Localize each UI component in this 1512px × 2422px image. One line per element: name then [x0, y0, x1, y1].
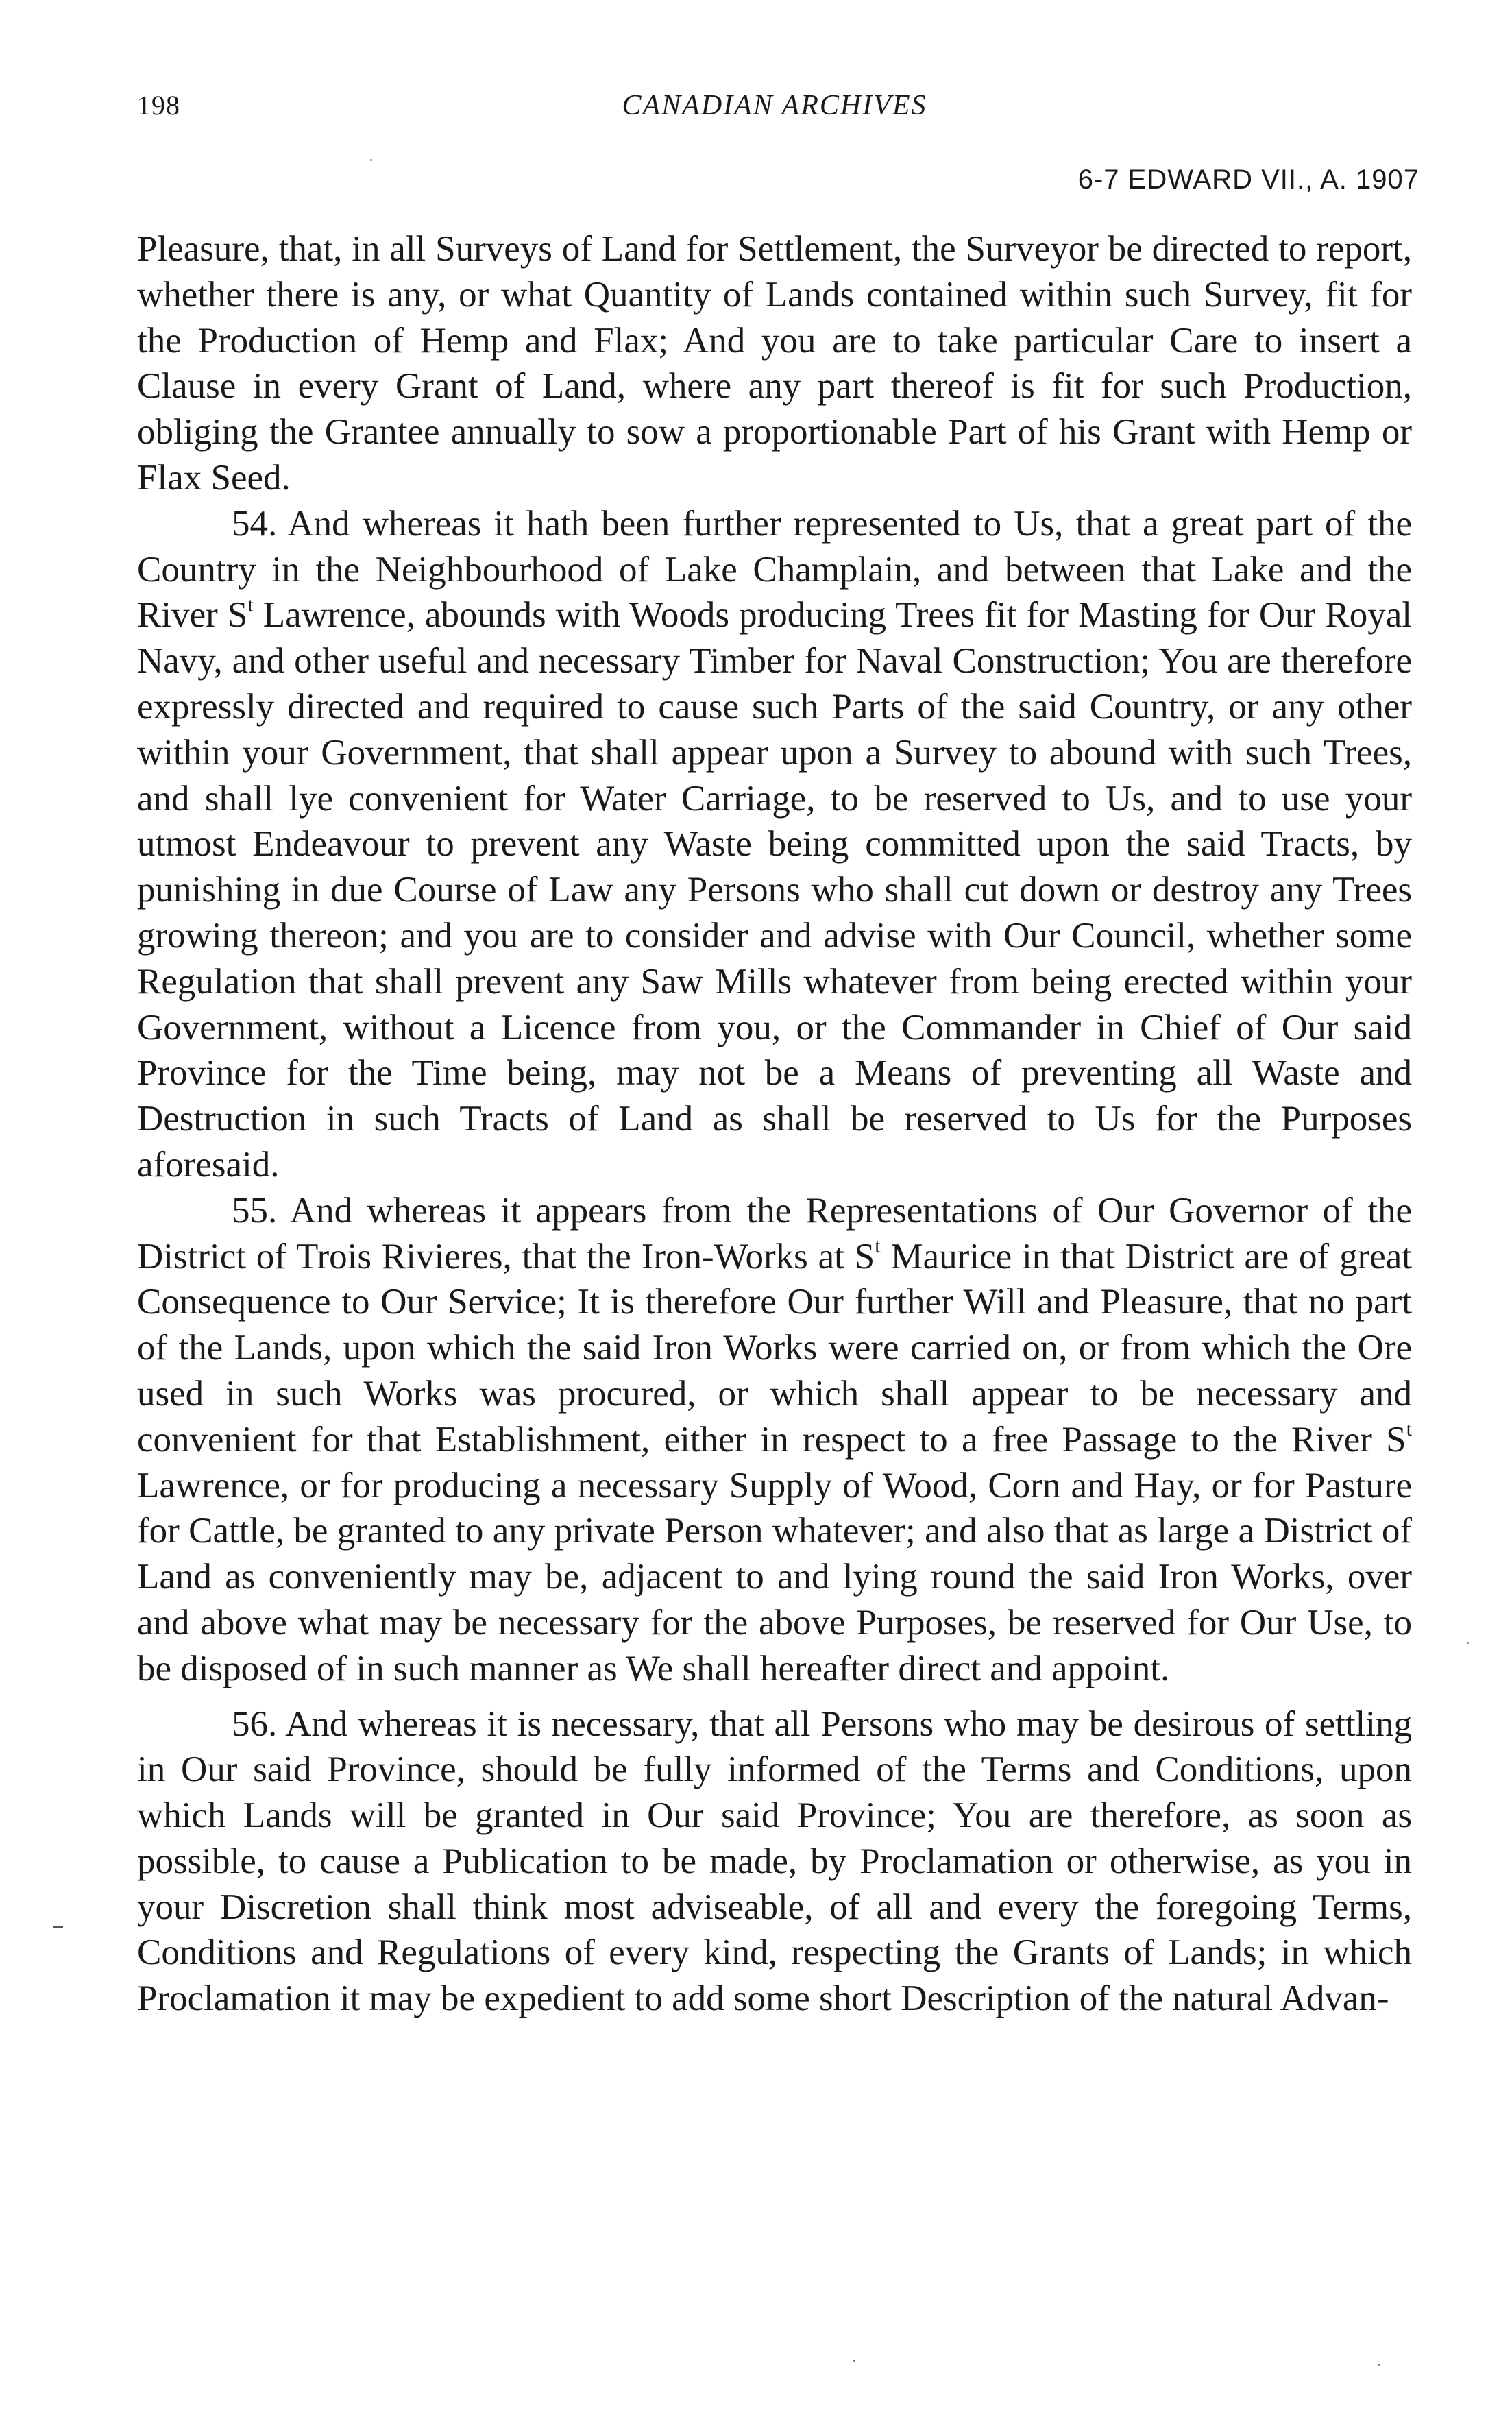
- paragraph-number: 55.: [232, 1190, 278, 1231]
- paragraph-number: 54.: [232, 503, 278, 544]
- paragraph-text: Lawrence, abounds with Woods producing Trees fit for Masting for Our Royal Navy, and other useful and necessary Timber for Naval Construction; You are therefore expressly directed and required to cause such Parts of the said Country, or any other within your Government, that shall appear upon a Survey to abound with such Trees, and shall lye convenient for Water Carriage, to be reserved to Us, and to use your utmost Endeavour to prevent any Waste being committed upon the said Tracts, by punishing in due Course of Law any Persons who shall cut down or destroy any Trees growing thereon; and you are to consider and advise with Our Council, whether some Regulation that shall prevent any Saw Mills whatever from being erected within your Government, without a Licence from you, or the Commander in Chief of Our said Province for the Time being, may not be a Means of preventing all Waste and Destruction in such Tracts of Land as shall be reserved to Us for the Purposes aforesaid.: [137, 595, 1412, 1185]
- scan-speck: [370, 159, 372, 161]
- superscript: t: [247, 593, 254, 616]
- paragraph-text: And whereas it is necessary, that all Persons who may be desirous of settling in Our said Province, should be fully informed of the Terms and Conditions, upon which Lands will be granted in Our said Province; You are therefore, as soon as possible, to cause a Publication to be made, by Proclamation or otherwise, as you in your Discretion shall think most adviseable, of all and every the foregoing Terms, Conditions and Regulations of every kind, respecting the Grants of Lands; in which Proclamation it may be expedient to add some short Description of the natural Advan-: [137, 1704, 1413, 2019]
- paragraph-text: Maurice in that District are of great Consequence to Our Service; It is therefore Our further Will and Pleasure, that no part of the Lands, upon which the said Iron Works were carried on, or from which the Ore used in such Works was procured, or which shall appear to be necessary and convenient for that Establishment, either in respect to a free Passage to the River S: [137, 1236, 1412, 1460]
- paragraph-text: And whereas it hath been further represented to Us, that a great part of the Country in the Neighbourhood of Lake Champlain, and between that Lake and the River S: [137, 503, 1413, 635]
- running-title: CANADIAN ARCHIVES: [622, 90, 927, 121]
- scan-speck: [1467, 1642, 1469, 1644]
- margin-mark: [53, 1926, 63, 1928]
- session-reference: 6-7 EDWARD VII., A. 1907: [1077, 165, 1419, 195]
- paragraph-text: Lawrence, or for producing a necessary Supply of Wood, Corn and Hay, or for Pasture for Cattle, be granted to any private Person whatever; and also that as large a District of Land as conveniently may be, adjacent to and lying round the said Iron Works, over and above what may be necessary for the above Purposes, be reserved for Our Use, to be disposed of in such manner as We shall hereafter direct and appoint.: [137, 1465, 1412, 1688]
- paragraph-56: [137, 1702, 1412, 2022]
- paragraph-55: [137, 1188, 1412, 1692]
- paragraph-54: [137, 501, 1412, 1188]
- paragraph-text: And whereas it appears from the Representations of Our Governor of the District of Trois Rivieres, that the Iron-Works at S: [137, 1190, 1412, 1276]
- paragraph-number: 56.: [232, 1704, 278, 1744]
- scan-speck: [853, 2360, 855, 2362]
- page-header: [137, 89, 1412, 137]
- superscript: t: [1406, 1418, 1412, 1441]
- body-text: [137, 226, 1412, 2022]
- superscript: t: [875, 1234, 881, 1257]
- paragraph-continued: Pleasure, that, in all Surveys of Land for Settlement, the Surveyor be directed to report, whether there is any, or what Quantity of Lands contained within such Survey, fit for the Production of Hemp and Flax; And you are to take particular Care to insert a Clause in every Grant of Land, where any part thereof is fit for such Production, obliging the Grantee annually to sow a proportionable Part of his Grant with Hemp or Flax Seed.: [137, 229, 1412, 498]
- scan-speck: [1378, 2364, 1380, 2366]
- page-number: 198: [137, 90, 180, 121]
